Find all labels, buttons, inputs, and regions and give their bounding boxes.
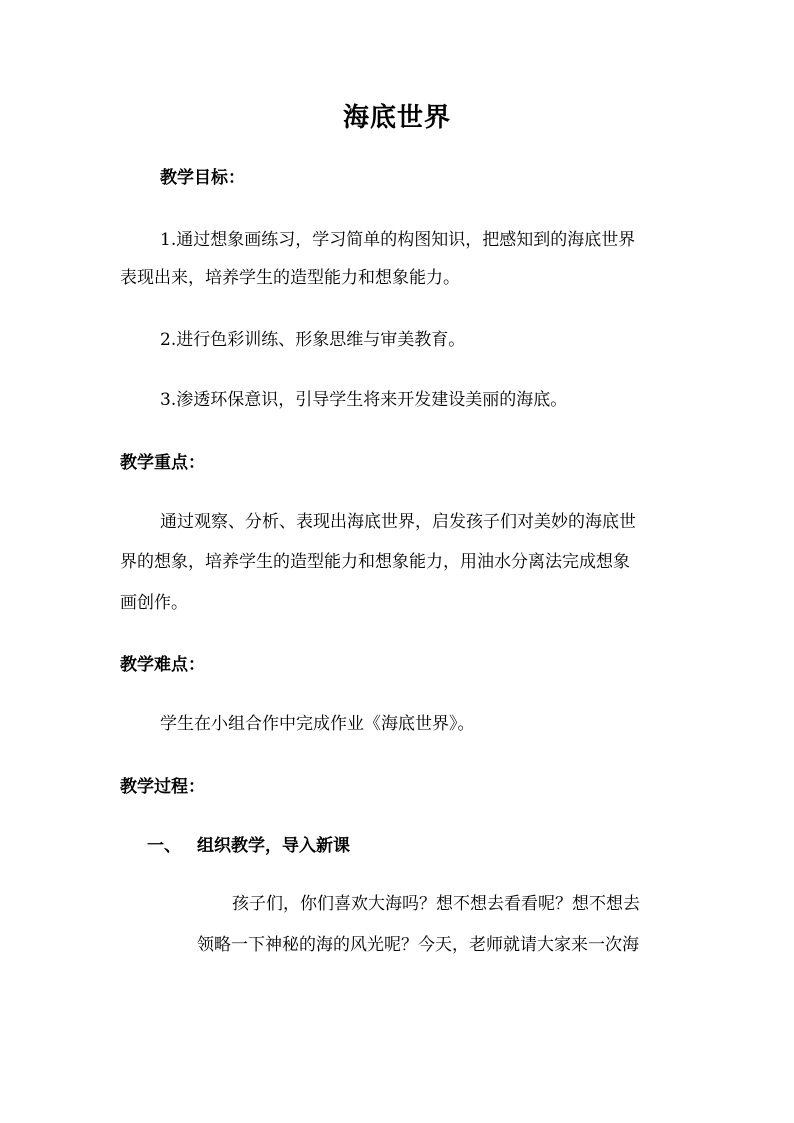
goal-3: 3.渗透环保意识，引导学生将来开发建设美丽的海底。 [160,390,568,410]
goal-1-line-2: 表现出来，培养学生的造型能力和想象能力。 [120,268,460,288]
difficulties-heading: 教学难点： [120,655,205,675]
key-points-line-1: 通过观察、分析、表现出海底世界，启发孩子们对美妙的海底世 [160,512,636,532]
key-points-heading: 教学重点： [120,453,205,473]
step-1-line-2: 领略一下神秘的海的风光呢？今天，老师就请大家来一次海 [197,935,639,955]
goals-heading: 教学目标： [160,168,245,188]
goal-1-line-1: 1.通过想象画练习，学习简单的构图知识，把感知到的海底世界 [160,230,636,250]
step-1-number: 一、 [147,836,181,856]
goal-2: 2.进行色彩训练、形象思维与审美教育。 [160,330,466,350]
key-points-line-3: 画创作。 [120,593,188,613]
step-1-line-1: 孩子们，你们喜欢大海吗？想不想去看看呢？想不想去 [232,894,640,914]
document-title: 海底世界 [342,103,451,133]
difficulties-text: 学生在小组合作中完成作业《海底世界》。 [160,714,475,734]
process-heading: 教学过程： [120,777,205,797]
step-1-title: 组织教学，导入新课 [197,836,350,856]
key-points-line-2: 界的想象，培养学生的造型能力和想象能力，用油水分离法完成想象 [120,552,630,572]
